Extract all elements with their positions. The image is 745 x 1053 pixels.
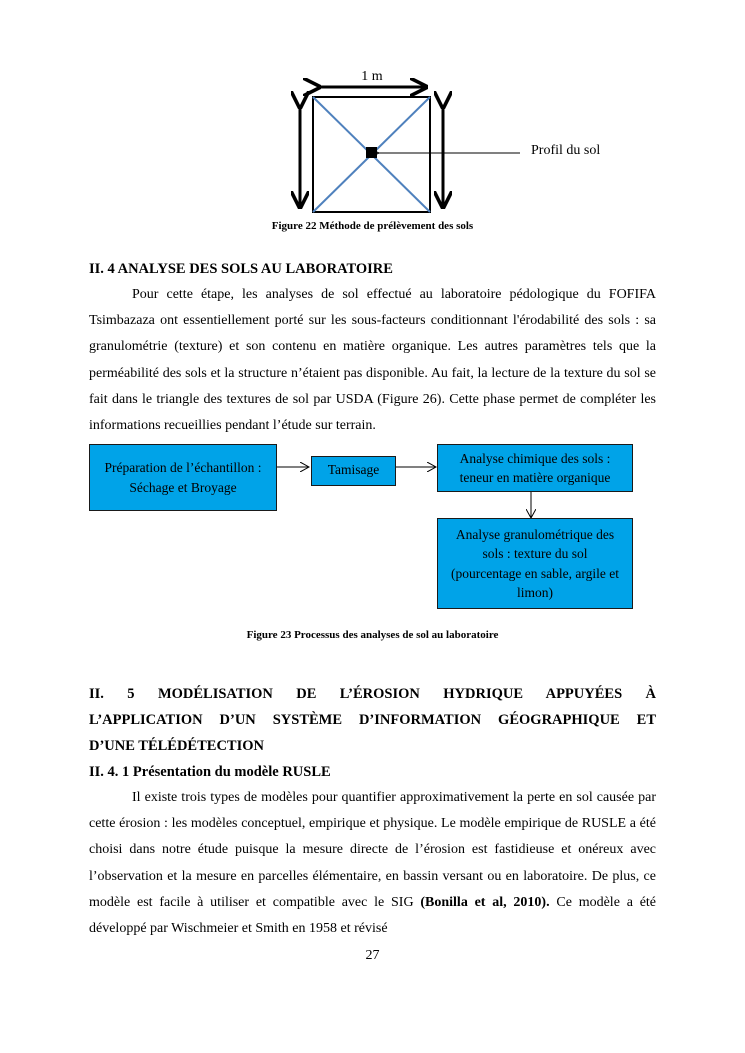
section-2-5-heading-line1: II. 5 MODÉLISATION DE L’ÉROSION HYDRIQUE APPUYÉES À: [89, 686, 656, 702]
section-2-4-text: Pour cette étape, les analyses de sol effectué au laboratoire pédologique du FOFIFA Tsimbazaza ont essentiellement porté sur les sous-facteurs conditionnant l'érodabilité des sols : sa granulométrie (texture) et son contenu en matière organique. Les autres paramètres tels que la perméabilité des sols et la structure n’étaient pas disponible. Au fait, la lecture de la texture du sol se fait dans le triangle des textures de sol par USDA (Figure 26). Cette phase permet de compléter les informations recueillies pendant l’étude sur terrain.: [89, 287, 656, 434]
figure-22-caption: Figure 22 Méthode de prélèvement des sols: [271, 220, 474, 232]
profile-label: Profil du sol: [531, 143, 601, 158]
box-granulo: [437, 518, 633, 609]
scale-label: 1 m: [361, 69, 383, 84]
section-2-4-1-text-part1: Il existe trois types de modèles pour quantifier approximativement la perte en sol causée par cette érosion : les modèles conceptuel, empirique et physique. Le modèle empirique de RUSLE a été choisi dans notre étude puisque la mesure directe de l’érosion est fastidieuse et onéreux avec l’observation et la mesure en parcelles élémentaire, en bassin versant ou en laboratoire. De plus, ce modèle est facile à utiliser et compatible avec le SIG: [89, 790, 656, 910]
box-granulo-text: Analyse granulométrique des sols : texture du sol (pourcentage en sable, argile et limon): [450, 526, 620, 600]
box-chimique-text: Analyse chimique des sols : teneur en matière organique: [459, 450, 611, 485]
section-2-4-paragraph: [89, 282, 656, 439]
section-2-4-1-text-part2: Ce modèle a été développé par Wischmeier et Smith en 1958 et révisé: [89, 894, 657, 937]
sample-point: [366, 147, 377, 158]
box-chimique: [437, 444, 633, 492]
section-2-5-heading-line3: D’UNE TÉLÉDÉTECTION: [89, 738, 264, 754]
box-tamisage-text: Tamisage: [327, 462, 380, 477]
page-number: 27: [365, 948, 380, 963]
section-2-4-1-heading: II. 4. 1 Présentation du modèle RUSLE: [89, 764, 331, 780]
box-preparation: [89, 444, 277, 511]
box-preparation-text: Préparation de l’échantillon : Séchage et Broyage: [104, 460, 262, 495]
section-2-5-heading-line2: L’APPLICATION D’UN SYSTÈME D’INFORMATION GÉOGRAPHIQUE ET: [89, 712, 656, 728]
figure-23-caption: Figure 23 Processus des analyses de sol au laboratoire: [246, 629, 499, 641]
section-2-4-1-paragraph: [89, 785, 656, 942]
figure-22-diagram: [0, 0, 745, 215]
section-2-4-heading: II. 4 ANALYSE DES SOLS AU LABORATOIRE: [89, 261, 393, 277]
citation-bonilla: (Bonilla et al, 2010).: [420, 894, 550, 910]
box-tamisage: [311, 456, 396, 486]
